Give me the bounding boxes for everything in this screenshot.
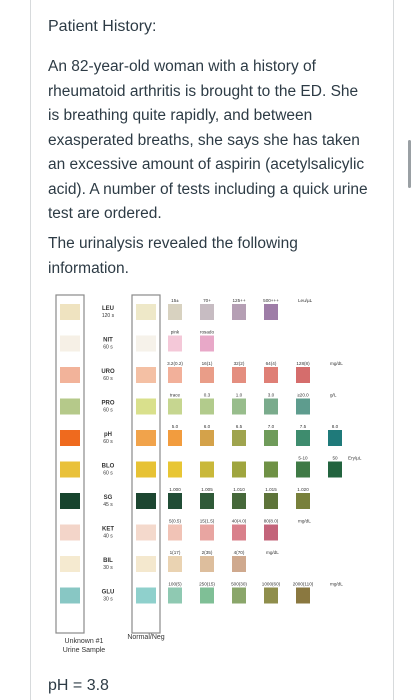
test-name-ph: pH <box>104 432 112 438</box>
reference-label-sg-5: 1.020 <box>297 487 309 492</box>
unknown-label-line2: Urine Sample <box>62 647 106 654</box>
reference-pad-leu-3 <box>232 304 246 320</box>
test-name-uro: URO <box>101 369 115 375</box>
reference-pad-leu-2 <box>200 304 214 320</box>
reference-label-ph-1: 5.0 <box>171 424 179 429</box>
reference-pad-pro-3 <box>232 399 246 415</box>
normal-pad-blo <box>136 462 156 478</box>
reference-pad-bil-1 <box>168 556 182 572</box>
reference-pad-glu-4 <box>264 588 278 604</box>
test-name-glu: GLU <box>101 589 115 596</box>
test-name-leu: LEU <box>102 306 114 312</box>
reference-pad-ph-1 <box>168 430 182 446</box>
reference-pad-uro-2 <box>200 367 214 383</box>
unknown-pad-glu <box>60 588 80 604</box>
reference-pad-pro-1 <box>168 399 182 415</box>
reference-label-sg-1: 1.000 <box>169 487 181 492</box>
reference-label-ph-5: 7.5 <box>299 424 307 429</box>
reference-pad-leu-4 <box>264 304 278 320</box>
reference-label-pro-1: trace <box>169 392 181 398</box>
reference-pad-glu-1 <box>168 588 182 604</box>
unknown-pad-ph <box>60 430 80 446</box>
reference-label-bil-1: 1(17) <box>169 550 181 555</box>
reference-label-pro-2: 0.3 <box>203 392 211 398</box>
reference-label-nit-1: pink <box>170 329 180 335</box>
reference-label-glu-5: 2000(110) <box>292 581 314 587</box>
normal-pad-glu <box>136 588 156 604</box>
reference-label-blo-6: 50 <box>332 455 338 461</box>
reference-label-uro-3: 32(2) <box>233 361 245 366</box>
reference-label-ph-4: 7.0 <box>267 424 275 429</box>
reference-pad-sg-2 <box>200 493 214 509</box>
reference-pad-blo-5 <box>296 462 310 478</box>
reference-pad-ket-2 <box>200 525 214 541</box>
reference-label-bil-3: 4(70) <box>233 550 245 555</box>
reference-label-ket-2: 15(1.5) <box>199 518 215 524</box>
reference-label-sg-3: 1.010 <box>233 487 245 492</box>
reference-pad-pro-4 <box>264 399 278 415</box>
unit-label-bil: mg/dL <box>266 550 279 555</box>
test-time-uro: 60 s <box>103 376 113 382</box>
urinalysis-intro-paragraph: The urinalysis revealed the following information. <box>48 235 298 277</box>
test-name-blo: BLO <box>101 463 115 470</box>
normal-pad-leu <box>136 304 156 320</box>
normal-pad-bil <box>136 556 156 572</box>
test-name-nit: NIT <box>103 337 113 344</box>
reference-pad-nit-2 <box>200 336 214 352</box>
reference-pad-blo-1 <box>168 462 182 478</box>
reference-label-leu-4: 500+++ <box>263 298 279 303</box>
reference-pad-ph-6 <box>328 430 342 446</box>
reference-label-ket-4: 80(8.0) <box>263 518 279 524</box>
reference-pad-ph-5 <box>296 430 310 446</box>
reference-pad-glu-3 <box>232 588 246 604</box>
reference-pad-ph-2 <box>200 430 214 446</box>
normal-pad-ph <box>136 430 156 446</box>
scrollbar-thumb[interactable] <box>408 140 411 188</box>
reference-label-ph-2: 6.0 <box>203 424 211 429</box>
reference-pad-sg-4 <box>264 493 278 509</box>
unit-label-uro: mg/dL <box>330 361 343 366</box>
reference-pad-blo-4 <box>264 462 278 478</box>
urinalysis-chart <box>48 285 382 661</box>
reference-pad-nit-1 <box>168 336 182 352</box>
test-time-glu: 30 s <box>103 596 113 603</box>
reference-label-glu-4: 1000(60) <box>261 581 281 587</box>
test-name-pro: PRO <box>101 400 115 407</box>
reference-pad-blo-6 <box>328 462 342 478</box>
unit-label-pro: g/L <box>330 392 337 398</box>
unknown-pad-nit <box>60 336 80 352</box>
normal-pad-sg <box>136 493 156 509</box>
reference-pad-glu-2 <box>200 588 214 604</box>
reference-label-pro-5: ≥20.0 <box>297 392 309 398</box>
reference-label-ket-1: 5(0.5) <box>168 518 182 524</box>
reference-label-glu-1: 100(5) <box>168 581 182 587</box>
reference-label-ph-3: 6.5 <box>235 424 243 429</box>
reference-label-uro-2: 16(1) <box>201 361 213 366</box>
reference-label-pro-4: 3.0 <box>267 392 275 398</box>
reference-pad-glu-5 <box>296 588 310 604</box>
urinalysis-chart-svg <box>48 285 382 661</box>
reference-pad-pro-2 <box>200 399 214 415</box>
reference-label-bil-2: 2(35) <box>201 550 213 555</box>
page-heading: Patient History: <box>48 18 157 35</box>
unknown-pad-bil <box>60 556 80 572</box>
test-time-sg: 45 s <box>103 502 113 508</box>
unknown-pad-uro <box>60 367 80 383</box>
reference-label-blo-5: 5-10 <box>298 455 308 461</box>
test-name-bil: BIL <box>103 558 113 564</box>
test-name-ket: KET <box>102 526 114 533</box>
test-time-ph: 60 s <box>103 439 113 445</box>
test-time-ket: 40 s <box>103 533 113 540</box>
reference-label-ket-3: 40(4.0) <box>231 518 247 524</box>
reference-pad-ket-3 <box>232 525 246 541</box>
ph-result: pH = 3.8 <box>48 677 109 694</box>
unit-label-blo: Ery/µL <box>348 455 362 461</box>
reference-pad-bil-3 <box>232 556 246 572</box>
normal-label: Normal/Neg <box>127 634 165 641</box>
reference-pad-sg-5 <box>296 493 310 509</box>
reference-label-ph-6: 8.0 <box>331 424 339 429</box>
normal-pad-nit <box>136 336 156 352</box>
reference-pad-ket-4 <box>264 525 278 541</box>
reference-label-sg-4: 1.015 <box>265 487 277 492</box>
reference-pad-uro-3 <box>232 367 246 383</box>
unit-label-ket: mg/dL <box>298 518 311 524</box>
test-time-bil: 30 s <box>103 565 113 571</box>
unknown-pad-blo <box>60 462 80 478</box>
unknown-pad-ket <box>60 525 80 541</box>
normal-pad-pro <box>136 399 156 415</box>
reference-label-leu-1: 15± <box>171 298 179 303</box>
reference-pad-ket-1 <box>168 525 182 541</box>
test-time-blo: 60 s <box>103 470 113 477</box>
unknown-pad-sg <box>60 493 80 509</box>
test-time-leu: 120 s <box>101 313 115 319</box>
reference-pad-uro-1 <box>168 367 182 383</box>
reference-label-nit-2: rosado <box>199 329 215 335</box>
reference-label-leu-3: 125++ <box>232 298 246 303</box>
reference-pad-leu-1 <box>168 304 182 320</box>
patient-history-paragraph: An 82-year-old woman with a history of rheumatoid arthritis is brought to the ED. She is breathing quite rapidly, and between exasperated breaths, she says she has taken an excessive amount of aspirin (acetylsalicylic acid). A number of tests including a quick urine test are ordered. <box>48 58 368 222</box>
reference-pad-uro-5 <box>296 367 310 383</box>
reference-pad-pro-5 <box>296 399 310 415</box>
reference-label-glu-3: 500(30) <box>231 581 247 587</box>
test-time-nit: 60 s <box>103 344 113 351</box>
reference-pad-bil-2 <box>200 556 214 572</box>
unit-label-leu: Leu/µL <box>298 298 313 303</box>
reference-label-sg-2: 1.005 <box>201 487 213 492</box>
test-name-sg: SG <box>103 495 113 501</box>
normal-pad-ket <box>136 525 156 541</box>
reference-pad-ph-4 <box>264 430 278 446</box>
test-time-pro: 60 s <box>103 407 113 414</box>
unknown-pad-pro <box>60 399 80 415</box>
reference-label-glu-2: 250(15) <box>199 581 215 587</box>
reference-label-leu-2: 70+ <box>203 298 211 303</box>
reference-pad-blo-2 <box>200 462 214 478</box>
unit-label-glu: mg/dL <box>330 581 343 587</box>
reference-pad-ph-3 <box>232 430 246 446</box>
reference-label-uro-5: 128(8) <box>296 361 310 366</box>
reference-label-uro-4: 64(4) <box>265 361 277 366</box>
reference-pad-sg-1 <box>168 493 182 509</box>
reference-label-uro-1: 3.2(0.2) <box>167 361 183 366</box>
unknown-label-line1: Unknown #1 <box>64 638 104 645</box>
reference-pad-uro-4 <box>264 367 278 383</box>
reference-pad-sg-3 <box>232 493 246 509</box>
normal-pad-uro <box>136 367 156 383</box>
unknown-pad-leu <box>60 304 80 320</box>
reference-label-pro-3: 1.0 <box>235 392 243 398</box>
reference-pad-blo-3 <box>232 462 246 478</box>
